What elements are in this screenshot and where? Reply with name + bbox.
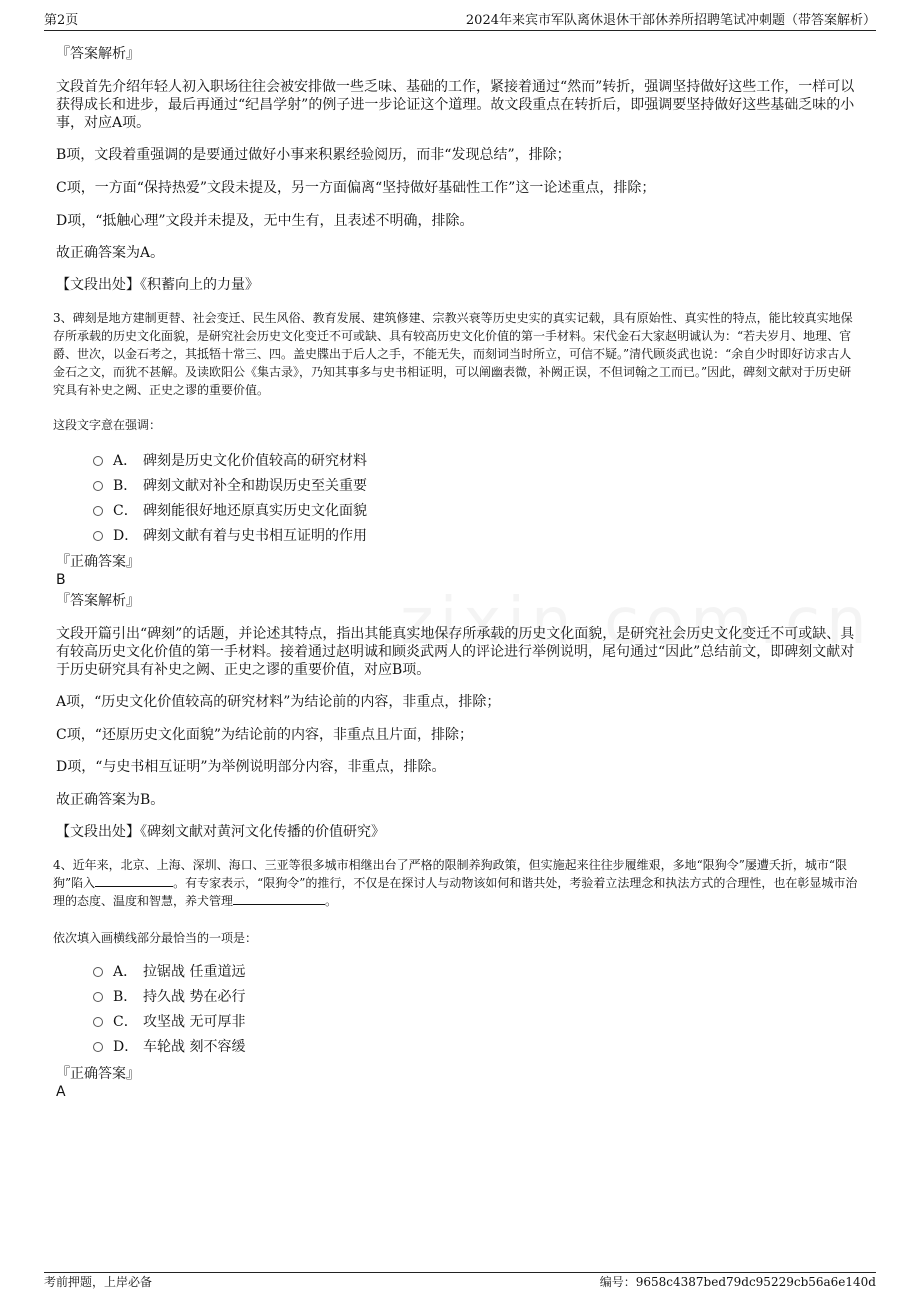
- radio-icon[interactable]: [93, 967, 103, 977]
- q4-option-c[interactable]: C． 攻坚战 无可厚非: [93, 1013, 245, 1031]
- radio-icon[interactable]: [93, 481, 103, 491]
- q3-source: 【文段出处】《碑刻文献对黄河文化传播的价值研究》: [56, 824, 385, 840]
- fill-blank-2: [233, 892, 325, 905]
- footer-serial-number: 编号：9658c4387bed79dc95229cb56a6e140d: [599, 1275, 876, 1289]
- page-footer: [44, 1272, 876, 1292]
- page-number: 第2页: [44, 13, 79, 28]
- q4-option-d[interactable]: D． 车轮战 刻不容缓: [93, 1038, 245, 1056]
- radio-icon[interactable]: [93, 531, 103, 541]
- q3-conclusion: 故正确答案为B。: [56, 792, 165, 808]
- q3-analysis-paragraph: 文段开篇引出“碑刻”的话题，并论述其特点，指出其能真实地保存所承载的历史文化面貌，是研究社会历史文化变迁不可或缺、具有较高历史文化价值的第一手材料。接着通过赵明诚和顾炎武两人的评论进行举例说明，尾句通过“因此”总结前文，即碑刻文献对于历史研究具有补史之阙、正史之谬的重要价值，对应B项。: [56, 626, 855, 678]
- radio-icon[interactable]: [93, 1042, 103, 1052]
- q2-analysis-d: D项，“抵触心理”文段并未提及，无中生有，且表述不明确，排除。: [56, 213, 474, 229]
- q4-prompt: 依次填入画横线部分最恰当的一项是：: [53, 931, 258, 945]
- q2-conclusion: 故正确答案为A。: [56, 245, 165, 261]
- q3-prompt: 这段文字意在强调：: [53, 418, 162, 432]
- document-title: 2024年来宾市军队离休退休干部休养所招聘笔试冲刺题（带答案解析）: [465, 13, 876, 28]
- q4-option-a[interactable]: A． 拉锯战 任重道远: [93, 963, 245, 981]
- q3-option-b[interactable]: B． 碑刻文献对补全和勘误历史至关重要: [93, 477, 367, 495]
- q3-analysis-c: C项，“还原历史文化面貌”为结论前的内容，非重点且片面，排除；: [56, 727, 474, 743]
- q4-option-b[interactable]: B． 持久战 势在必行: [93, 988, 245, 1006]
- q3-answer-label: 『正确答案』: [56, 554, 140, 570]
- radio-icon[interactable]: [93, 456, 103, 466]
- q2-analysis-c: C项，一方面“保持热爱”文段未提及，另一方面偏离“坚持做好基础性工作”这一论述重点，排除；: [56, 180, 656, 196]
- q3-analysis-label: 『答案解析』: [56, 593, 140, 609]
- q3-option-c[interactable]: C． 碑刻能很好地还原真实历史文化面貌: [93, 502, 367, 520]
- radio-icon[interactable]: [93, 992, 103, 1002]
- q2-analysis-paragraph: 文段首先介绍年轻人初入职场往往会被安排做一些乏味、基础的工作，紧接着通过“然而”转折，强调坚持做好这些工作，一样可以获得成长和进步，最后再通过“纪昌学射”的例子进一步论证这个道理。故文段重点在转折后，即强调要坚持做好这些基础乏味的小事，对应A项。: [56, 79, 855, 131]
- q4-answer-label: 『正确答案』: [56, 1066, 140, 1082]
- q2-analysis-b: B项，文段着重强调的是要通过做好小事来积累经验阅历，而非“发现总结”，排除；: [56, 147, 571, 163]
- page-header: [44, 12, 876, 31]
- q2-analysis-label: 『答案解析』: [56, 46, 140, 62]
- fill-blank-1: [95, 874, 173, 887]
- q3-answer: B: [56, 572, 66, 588]
- q2-source: 【文段出处】《积蓄向上的力量》: [56, 277, 259, 293]
- q3-analysis-d: D项，“与史书相互证明”为举例说明部分内容，非重点，排除。: [56, 759, 446, 775]
- footer-slogan: 考前押题，上岸必备: [44, 1275, 153, 1289]
- q3-option-d[interactable]: D． 碑刻文献有着与史书相互证明的作用: [93, 527, 367, 545]
- q3-option-a[interactable]: A． 碑刻是历史文化价值较高的研究材料: [93, 452, 367, 470]
- q4-answer: A: [56, 1084, 66, 1100]
- q3-analysis-a: A项，“历史文化价值较高的研究材料”为结论前的内容，非重点，排除；: [56, 694, 501, 710]
- radio-icon[interactable]: [93, 1017, 103, 1027]
- q3-stem: 3、碑刻是地方建制更替、社会变迁、民生风俗、教育发展、建筑修建、宗教兴衰等历史史实的真实记载，具有原始性、真实性的特点，能比较真实地保存所承载的历史文化面貌，是研究社会历史文化变迁不可或缺、具有较高历史文化价值的第一手材料。宋代金石大家赵明诚认为：“若夫岁月、地理、官爵、世次，以金石考之，其抵牾十常三、四。盖史牒出于后人之手，不能无失，而刻词当时所立，可信不疑。”清代顾炎武也说：“余自少时即好访求古人金石之文，而犹不甚解。及读欧阳公《集古录》，乃知其事多与史书相证明，可以阐幽表微，补阙正误，不但词翰之工而已。”因此，碑刻文献对于历史研究具有补史之阙、正史之谬的重要价值。: [53, 311, 853, 397]
- radio-icon[interactable]: [93, 506, 103, 516]
- q4-stem: 4、近年来，北京、上海、深圳、海口、三亚等很多城市相继出台了严格的限制养狗政策，但实施起来往往步履维艰，多地“限狗令”屡遭夭折，城市“限狗”陷入 。有专家表示，“限狗令”的推行，不仅是在探讨人与动物该如何和谐共处，考验着立法理念和执法方式的合理性，也在彰显城市治理的态度、温度和智慧，养犬管理 。: [53, 858, 858, 908]
